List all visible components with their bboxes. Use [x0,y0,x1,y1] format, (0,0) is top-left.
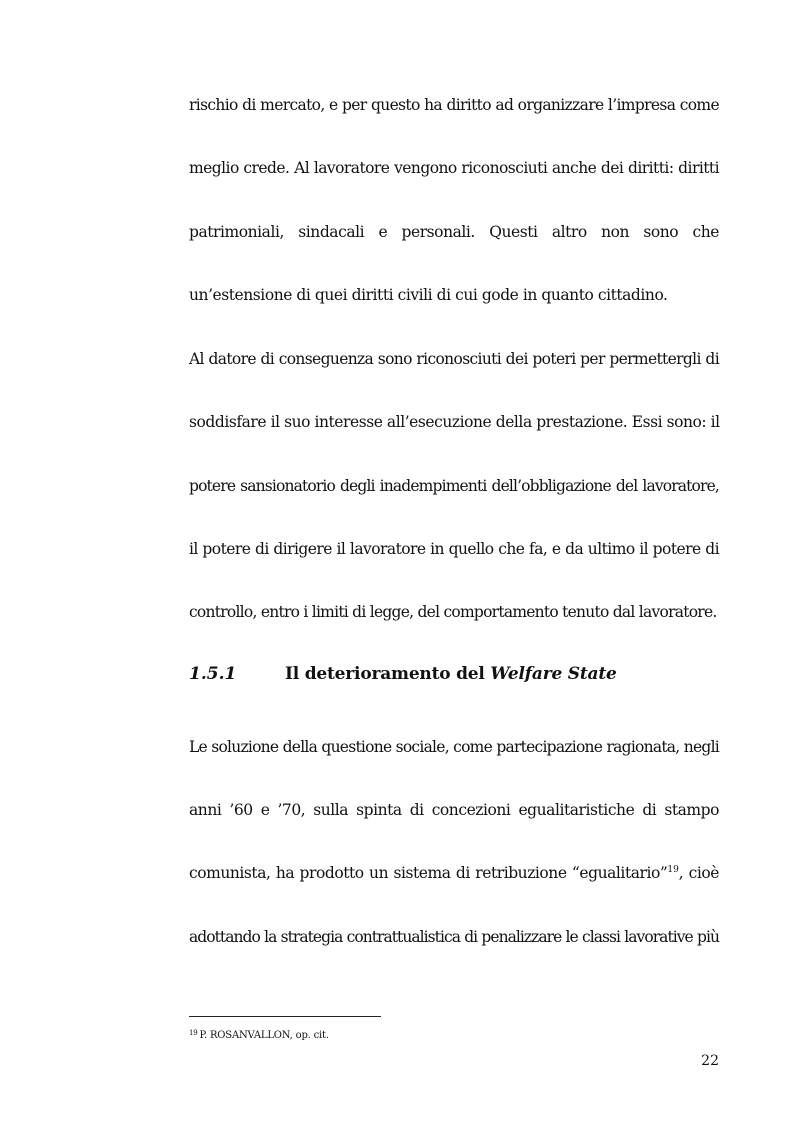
paragraph-2-line-1: Al datore di conseguenza sono riconosciuti dei poteri per permettergli di [189,350,719,368]
section-heading [189,662,719,686]
paragraph-3-line-4: adottando la strategia contrattualistica di penalizzare le classi lavorative più [189,928,719,946]
paragraph-1-line-1: rischio di mercato, e per questo ha diritto ad organizzare l’impresa come [189,96,719,114]
section-title-plain: Il deterioramento del [285,664,485,684]
paragraph-1-line-2: meglio crede. Al lavoratore vengono riconosciuti anche dei diritti: diritti [189,159,719,177]
paragraph-3-line-2: anni ’60 e ’70, sulla spinta di concezioni egualitaristiche di stampo [189,801,719,819]
paragraph-3-line-1: Le soluzione della questione sociale, come partecipazione ragionata, negli [189,738,719,756]
paragraph-1-line-4: un’estensione di quei diritti civili di cui gode in quanto cittadino. [189,286,668,304]
section-title [285,662,617,686]
section-title-italic: Welfare State [490,664,617,684]
paragraph-2-line-3: potere sansionatorio degli inadempimenti dell’obbligazione del lavoratore, [189,477,719,495]
paragraph-3-line-3 [189,863,719,883]
section-number: 1.5.1 [189,664,237,684]
footnote-text: P. ROSANVALLON, op. cit. [199,1030,329,1041]
paragraph-1-line-3: patrimoniali, sindacali e personali. Questi altro non sono che [189,223,719,241]
footnote [189,1027,329,1042]
paragraph-2-line-5: controllo, entro i limiti di legge, del comportamento tenuto dal lavoratore. [189,603,717,621]
page-number: 22 [701,1053,719,1069]
paragraph-3-line-3-tail: , cioè [678,864,719,882]
paragraph-3-line-3-text: comunista, ha prodotto un sistema di retribuzione “egualitario” [189,864,668,882]
footnote-reference: 19 [667,865,679,875]
footnote-marker: 19 [189,1029,198,1037]
footnote-separator [189,1016,381,1017]
paragraph-2-line-2: soddisfare il suo interesse all’esecuzione della prestazione. Essi sono: il [189,413,720,431]
paragraph-2-line-4: il potere di dirigere il lavoratore in quello che fa, e da ultimo il potere di [189,540,719,558]
